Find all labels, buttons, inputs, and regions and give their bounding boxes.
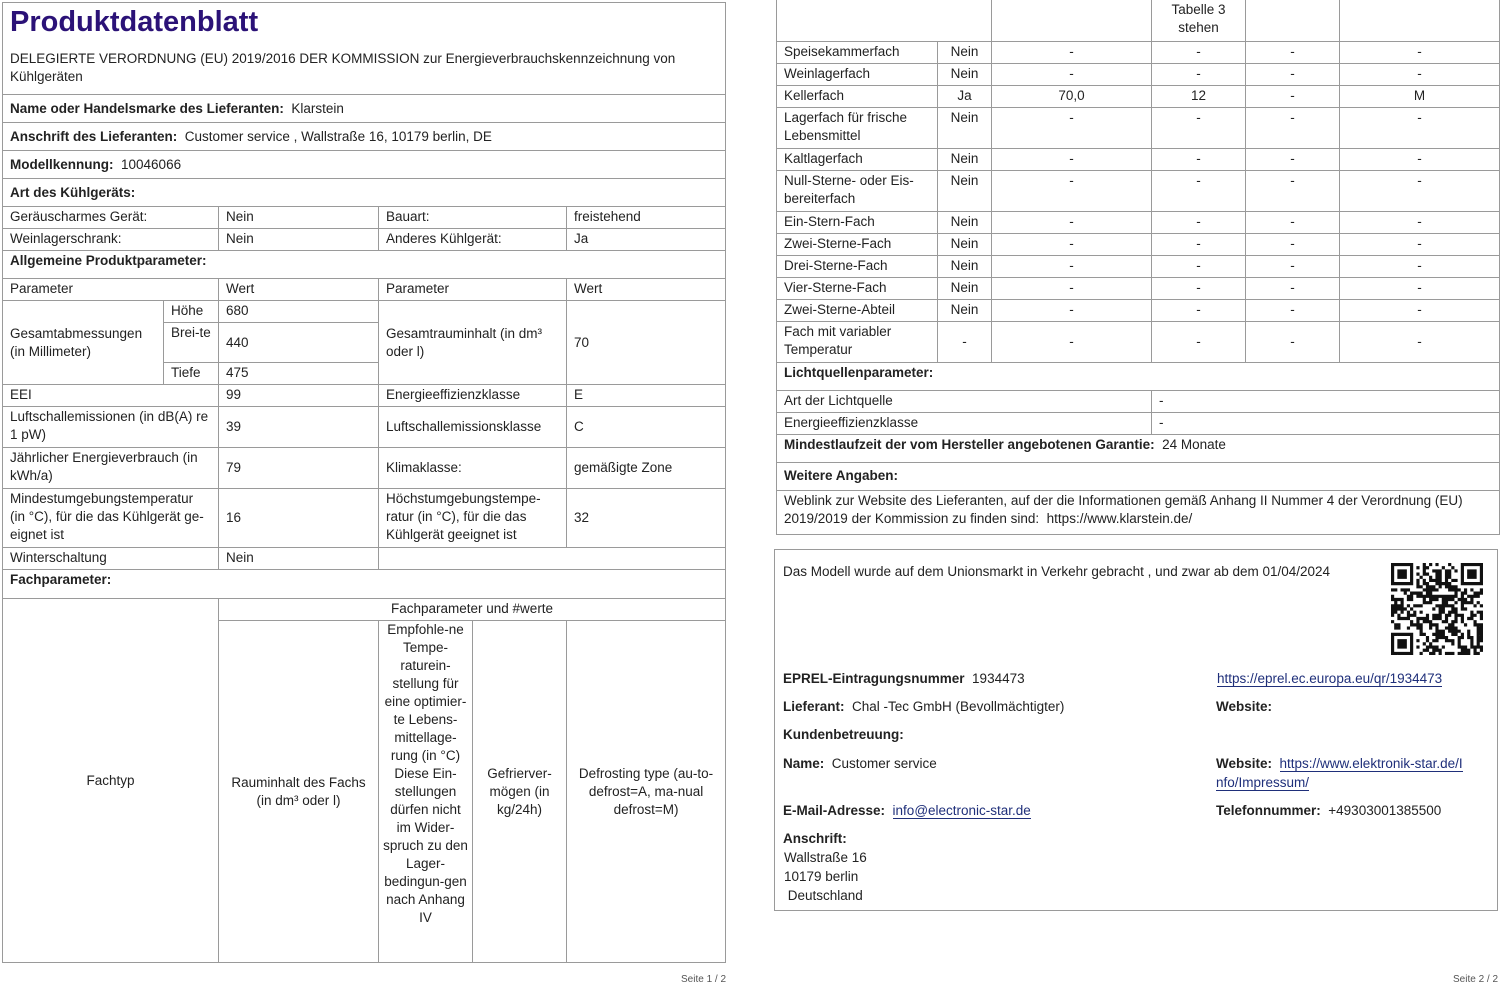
- recommended-temp-header: Empfohle-ne Tempe-raturein-stellung für eine optimier-te Lebens-mittellage-rung (in °C) Diese Ein-stellungen dürfen nicht im Wider-spruch zu den Lager-bedingun-gen nach Anhang IV: [379, 621, 473, 963]
- eprel-number: 1934473: [972, 671, 1025, 686]
- compartment-volume-header: Rauminhalt des Fachs (in dm³ oder l): [219, 621, 379, 963]
- compartment-heading: Fachparameter:: [3, 570, 726, 599]
- page-number-2: Seite 2 / 2: [1453, 974, 1499, 985]
- header-cont-cell: [1246, 0, 1340, 41]
- compartment-temp: -: [1152, 63, 1246, 85]
- compartment-name: Lagerfach für frische Lebensmittel: [777, 107, 938, 148]
- model-label: Modellkennung:: [10, 156, 114, 172]
- compartment-present: Nein: [938, 41, 992, 63]
- compartment-temp: -: [1152, 211, 1246, 233]
- regulation-text: DELEGIERTE VERORDNUNG (EU) 2019/2016 DER KOMMISSION zur Energieverbrauchskennzeichnung von Kühlgeräten: [10, 51, 676, 84]
- address-label: Anschrift:: [783, 831, 847, 846]
- compartment-defrost: -: [1340, 277, 1500, 299]
- compartment-volume: -: [992, 107, 1152, 148]
- compartment-temp: -: [1152, 107, 1246, 148]
- compartment-row: [777, 107, 1500, 148]
- noise-class-value: C: [567, 407, 726, 448]
- qr-code-icon[interactable]: [1391, 563, 1483, 655]
- compartment-name: Drei-Sterne-Fach: [777, 255, 938, 277]
- compartment-name: Vier-Sterne-Fach: [777, 277, 938, 299]
- qr-modules: [1391, 563, 1483, 655]
- compartment-defrost: -: [1340, 148, 1500, 170]
- compartment-freeze: -: [1246, 148, 1340, 170]
- volume-label: Gesamtrauminhalt (in dm³ oder l): [379, 301, 567, 385]
- compartment-freeze: -: [1246, 85, 1340, 107]
- website2-label: Website:: [1216, 756, 1273, 771]
- depth-value: 475: [219, 363, 379, 385]
- compartment-row: [777, 299, 1500, 321]
- compartment-freeze: -: [1246, 321, 1340, 362]
- noise-label: Luftschallemissionen (in dB(A) re 1 pW): [3, 407, 219, 448]
- compartment-present: -: [938, 321, 992, 362]
- warranty-value: 24 Monate: [1162, 436, 1226, 452]
- compartment-present: Nein: [938, 233, 992, 255]
- compartment-name: Null-Sterne- oder Eis-bereiterfach: [777, 170, 938, 211]
- param-header: Parameter: [3, 279, 219, 301]
- min-temp-value: 16: [219, 489, 379, 548]
- compartment-present: Nein: [938, 211, 992, 233]
- compartment-temp: -: [1152, 41, 1246, 63]
- compartment-freeze: -: [1246, 41, 1340, 63]
- light-type-value: -: [1152, 390, 1500, 412]
- compartment-freeze: -: [1246, 211, 1340, 233]
- compartment-params-header: Fachparameter und #werte: [219, 599, 726, 621]
- model-id: 10046066: [121, 156, 182, 172]
- value-header-2: Wert: [567, 279, 726, 301]
- header-cont-cell: [992, 0, 1152, 41]
- compartment-temp: -: [1152, 277, 1246, 299]
- compartment-present: Nein: [938, 170, 992, 211]
- design-label: Bauart:: [379, 207, 567, 229]
- compartment-defrost: -: [1340, 63, 1500, 85]
- width-label: Brei-te: [164, 323, 219, 363]
- compartment-volume: -: [992, 211, 1152, 233]
- compartment-freeze: -: [1246, 107, 1340, 148]
- supplier-label: Lieferant:: [783, 699, 845, 714]
- compartment-row: [777, 233, 1500, 255]
- compartment-defrost: M: [1340, 85, 1500, 107]
- compartment-row: [777, 321, 1500, 362]
- name-label: Name:: [783, 756, 825, 771]
- compartment-defrost: -: [1340, 233, 1500, 255]
- light-class-label: Energieeffizienzklasse: [777, 412, 1152, 434]
- compartment-type-header: Fachtyp: [3, 599, 219, 963]
- compartment-row: [777, 170, 1500, 211]
- compartment-defrost: -: [1340, 41, 1500, 63]
- compartment-volume: -: [992, 233, 1152, 255]
- compartment-row: [777, 63, 1500, 85]
- param-header-2: Parameter: [379, 279, 567, 301]
- climate-class-value: gemäßigte Zone: [567, 448, 726, 489]
- general-params-heading: Allgemeine Produktparameter:: [3, 251, 726, 279]
- compartment-present: Nein: [938, 63, 992, 85]
- compartment-volume: -: [992, 41, 1152, 63]
- max-temp-label: Höchstumgebungstempe-ratur (in °C), für die das Kühlgerät geeignet ist: [379, 489, 567, 548]
- compartment-freeze: -: [1246, 63, 1340, 85]
- phone-label: Telefonnummer:: [1216, 803, 1321, 818]
- low-noise-label: Geräuscharmes Gerät:: [3, 207, 219, 229]
- header-cont-cell: [1340, 0, 1500, 41]
- compartment-freeze: -: [1246, 170, 1340, 211]
- compartment-present: Nein: [938, 255, 992, 277]
- supplier-address-label: Anschrift des Lieferanten:: [10, 128, 178, 144]
- model-row: [3, 151, 726, 179]
- header-cont-cell: [777, 0, 992, 41]
- winter-value: Nein: [219, 548, 379, 570]
- wine-cabinet-value: Nein: [219, 229, 379, 251]
- page-number-1: Seite 1 / 2: [681, 974, 727, 985]
- depth-label: Tiefe: [164, 363, 219, 385]
- compartment-temp: -: [1152, 170, 1246, 211]
- width-value: 440: [219, 323, 379, 363]
- defrost-type-header: Defrosting type (au-to-defrost=A, ma-nual defrost=M): [567, 621, 726, 963]
- compartment-name: Kaltlagerfach: [777, 148, 938, 170]
- min-temp-label: Mindestumgebungstemperatur (in °C), für die das Kühlgerät ge-eignet ist: [3, 489, 219, 548]
- compartment-temp: 12: [1152, 85, 1246, 107]
- page-title: Produktdatenblatt: [10, 6, 259, 38]
- supplier-name-label: Name oder Handelsmarke des Lieferanten:: [10, 100, 284, 116]
- header-cont-temp: Tabelle 3 stehen: [1152, 0, 1246, 41]
- supplier-address: Customer service , Wallstraße 16, 10179 berlin, DE: [184, 128, 492, 144]
- annual-consumption-value: 79: [219, 448, 379, 489]
- other-appliance-value: Ja: [567, 229, 726, 251]
- max-temp-value: 32: [567, 489, 726, 548]
- other-appliance-label: Anderes Kühlgerät:: [379, 229, 567, 251]
- compartment-name: Ein-Stern-Fach: [777, 211, 938, 233]
- address-line-2: 10179 berlin: [784, 869, 859, 884]
- energy-class-label: Energieeffizienzklasse: [379, 385, 567, 407]
- compartment-present: Nein: [938, 299, 992, 321]
- header-cell: [3, 3, 726, 95]
- compartment-volume: -: [992, 277, 1152, 299]
- compartment-row: [777, 211, 1500, 233]
- compartment-defrost: -: [1340, 211, 1500, 233]
- compartment-present: Nein: [938, 148, 992, 170]
- height-value: 680: [219, 301, 379, 323]
- weblink-text: Weblink zur Website des Lieferanten, auf der die Informationen gemäß Anhang II Nummer 4 der Verordnung (EU) 2019/2019 der Kommission zu finden sind:: [784, 492, 1463, 526]
- eei-label: EEI: [3, 385, 219, 407]
- website2-link[interactable]: https://www.elektronik-star.de/I: [1279, 756, 1463, 771]
- compartment-defrost: -: [1340, 107, 1500, 148]
- supplier-address-row: [3, 123, 726, 151]
- email-label: E-Mail-Adresse:: [783, 803, 886, 818]
- compartment-row: [777, 277, 1500, 299]
- compartment-freeze: -: [1246, 233, 1340, 255]
- design-value: freistehend: [567, 207, 726, 229]
- compartment-volume: -: [992, 170, 1152, 211]
- eprel-label: EPREL-Eintragungsnummer: [783, 671, 965, 686]
- compartment-freeze: -: [1246, 277, 1340, 299]
- compartment-freeze: -: [1246, 299, 1340, 321]
- compartment-name: Kellerfach: [777, 85, 938, 107]
- compartment-present: Nein: [938, 277, 992, 299]
- compartment-present: Ja: [938, 85, 992, 107]
- winter-label: Winterschaltung: [3, 548, 219, 570]
- compartment-name: Fach mit variabler Temperatur: [777, 321, 938, 362]
- address-line-3: Deutschland: [784, 888, 863, 903]
- name-value: Customer service: [831, 756, 937, 771]
- website2-link-cont[interactable]: nfo/Impressum/: [1216, 775, 1310, 790]
- compartment-name: Speisekammerfach: [777, 41, 938, 63]
- compartment-volume: -: [992, 299, 1152, 321]
- compartment-temp: -: [1152, 299, 1246, 321]
- light-heading: Lichtquellenparameter:: [777, 362, 1500, 390]
- compartment-name: Weinlagerfach: [777, 63, 938, 85]
- weblink[interactable]: https://www.klarstein.de/: [1046, 510, 1193, 526]
- energy-class-value: E: [567, 385, 726, 407]
- product-data-table-page2: [776, 0, 1500, 535]
- compartment-row: [777, 255, 1500, 277]
- noise-class-label: Luftschallemissionsklasse: [379, 407, 567, 448]
- compartment-volume: -: [992, 63, 1152, 85]
- weblink-row: [777, 490, 1500, 534]
- height-label: Höhe: [164, 301, 219, 323]
- website-label: Website:: [1216, 699, 1273, 714]
- compartment-temp: -: [1152, 321, 1246, 362]
- market-info-box: [774, 549, 1498, 911]
- compartment-freeze: -: [1246, 255, 1340, 277]
- market-text: Das Modell wurde auf dem Unionsmarkt in Verkehr gebracht , und zwar ab dem 01/04/2024: [783, 564, 1331, 579]
- product-data-table-page1: [2, 2, 726, 963]
- value-header: Wert: [219, 279, 379, 301]
- compartment-defrost: -: [1340, 321, 1500, 362]
- compartment-row: [777, 148, 1500, 170]
- compartment-volume: -: [992, 148, 1152, 170]
- type-heading: Art des Kühlgeräts:: [3, 179, 726, 207]
- annual-consumption-label: Jährlicher Energieverbrauch (in kWh/a): [3, 448, 219, 489]
- volume-value: 70: [567, 301, 726, 385]
- compartment-defrost: -: [1340, 299, 1500, 321]
- email-link[interactable]: info@electronic-star.de: [892, 803, 1031, 818]
- supplier-value: Chal -Tec GmbH (Bevollmächtigter): [852, 699, 1065, 714]
- light-class-value: -: [1152, 412, 1500, 434]
- climate-class-label: Klimaklasse:: [379, 448, 567, 489]
- compartment-present: Nein: [938, 107, 992, 148]
- eprel-link[interactable]: https://eprel.ec.europa.eu/qr/1934473: [1217, 671, 1443, 686]
- supplier-name: Klarstein: [291, 100, 344, 116]
- warranty-label: Mindestlaufzeit der vom Hersteller angebotenen Garantie:: [784, 436, 1155, 452]
- compartment-volume: -: [992, 321, 1152, 362]
- compartment-temp: -: [1152, 148, 1246, 170]
- wine-cabinet-label: Weinlagerschrank:: [3, 229, 219, 251]
- compartment-name: Zwei-Sterne-Abteil: [777, 299, 938, 321]
- light-type-label: Art der Lichtquelle: [777, 390, 1152, 412]
- compartment-row: [777, 41, 1500, 63]
- compartment-volume: -: [992, 255, 1152, 277]
- low-noise-value: Nein: [219, 207, 379, 229]
- supplier-name-row: [3, 95, 726, 123]
- freezing-capacity-header: Gefrierver-mögen (in kg/24h): [473, 621, 567, 963]
- customer-care-label: Kundenbetreuung:: [783, 727, 904, 742]
- compartment-defrost: -: [1340, 255, 1500, 277]
- compartment-volume: 70,0: [992, 85, 1152, 107]
- empty-cell: [379, 548, 726, 570]
- compartment-row: [777, 85, 1500, 107]
- phone-value: +49303001385500: [1328, 803, 1442, 818]
- eei-value: 99: [219, 385, 379, 407]
- noise-value: 39: [219, 407, 379, 448]
- compartment-temp: -: [1152, 255, 1246, 277]
- compartment-temp: -: [1152, 233, 1246, 255]
- compartment-name: Zwei-Sterne-Fach: [777, 233, 938, 255]
- address-line-1: Wallstraße 16: [784, 850, 867, 865]
- warranty-row: [777, 434, 1500, 462]
- dimensions-label: Gesamtabmessungen (in Millimeter): [3, 301, 164, 385]
- compartment-defrost: -: [1340, 170, 1500, 211]
- further-heading: Weitere Angaben:: [777, 462, 1500, 490]
